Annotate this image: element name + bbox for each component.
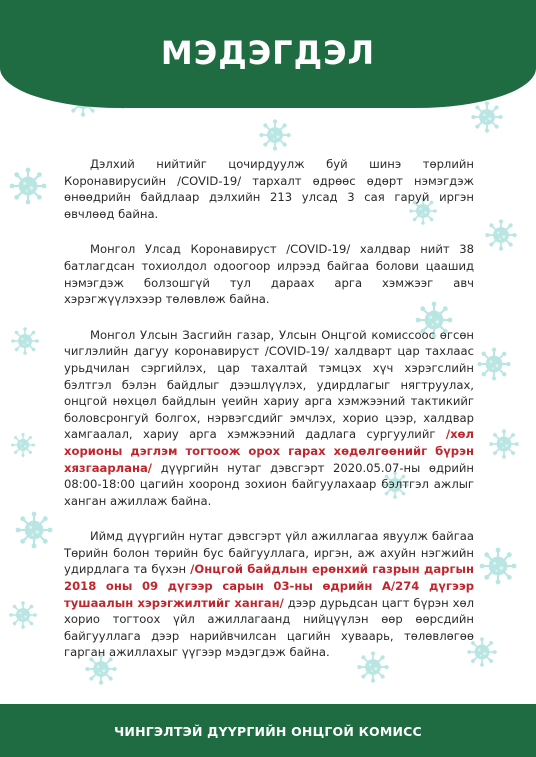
paragraph-1-text: Дэлхий нийтийг цочирдуулж буй шинэ төрлийн Коронавирусийн /COVID-19/ тархалт өдрөөс өдөрт нэмэгдэж өнөөдрийн байдлаар дэлхийн 213 улсад 3 сая гаруй иргэн өвчлөөд байна. (64, 157, 474, 221)
coronavirus-icon (476, 346, 512, 382)
paragraph-3-text-a: Монгол Улсын Засгийн газар, Улсын Онцгой комиссоос өгсөн чиглэлийн дагуу коронавируст /COVID-19/ халдварт цар тахлаас урьдчилан сэргийлэх, цар тахалтай тэмцэх хүч хэрэгслийн бэлтгэл бэлэн байдлыг дээшлүүлэх, удирдлагыг нягтруулах, онцгой нөхцөл байдлын үеийн хариу арга хэмжээний тактикийг боловсронгуй болгох, нэрвэгсдийг эмчлэх, хорио цээр, халдвар хамгаалал, хариу арга хэмжээний дадлага сургуулийг (64, 327, 474, 442)
coronavirus-icon (258, 118, 292, 152)
paragraph-4-text-a: Иймд дүүргийн нутаг дэвсгэрт үйл ажиллагаа явуулж байгаа Төрийн болон төрийн бус байгууллага, иргэн, аж ахуйн нэгжийн удирдлага та бүхэн (64, 529, 474, 577)
coronavirus-icon (8, 600, 38, 630)
paragraph-2 (64, 241, 474, 307)
coronavirus-icon (470, 100, 504, 134)
paragraph-2-text: Монгол Улсад Коронавируст /COVID-19/ халдвар нийт 38 батлагдсан тохиолдол одоогоор илрээд байгаа болови цаашид нэмэгдэж болзошгүй тул дараах арга хэмжээг авч хэрэгжүүлэхээр төлөвлөж байна. (64, 242, 474, 307)
paragraph-4-highlight: /Онцгой байдлын ерөнхий газрын даргын 2018 оны 09 дүгээр сарын 03-ны өдрийн А/274 дүгээр тушаалын хэрэгжилтийг ханган/ (64, 562, 474, 610)
coronavirus-icon (10, 326, 40, 356)
footer-banner (0, 704, 536, 757)
announcement-body (64, 156, 474, 680)
coronavirus-icon (8, 166, 48, 206)
coronavirus-icon (488, 428, 520, 460)
paragraph-3 (64, 327, 474, 510)
footer-organization: ЧИНГЭЛТЭЙ ДҮҮРГИЙН ОНЦГОЙ КОМИСС (114, 724, 422, 739)
coronavirus-icon (14, 510, 54, 550)
paragraph-3-highlight: /хөл хорионы дэглэм тогтоож орох гарах хөдөлгөөнийг бүрэн хязгаарлана/ (64, 427, 474, 475)
coronavirus-icon (478, 546, 518, 586)
coronavirus-icon (10, 432, 36, 458)
coronavirus-icon (484, 218, 518, 252)
page-title: МЭДЭГДЭЛ (160, 34, 376, 72)
paragraph-1 (64, 156, 474, 222)
paragraph-4 (64, 528, 474, 661)
paragraph-4-text-b: дээр дурьдсан цагт бүрэн хөл хорио тогтоох үйл ажиллагаанд нийцүүлэн өөр өөрсдийн байгууллага дээр нарийвчилсан цагийн хуваарь, төлөвлөгөө гарган ажиллахыг үүгээр мэдэгдэж байна. (64, 595, 474, 660)
paragraph-3-text-b: дүүргийн нутаг дэвсгэрт 2020.05.07-ны өдрийн 08:00-18:00 цагийн хооронд зохион байгуулахаар бэлтгэл ажлыг ханган ажиллаж байна. (64, 460, 475, 508)
header-banner (0, 0, 536, 108)
